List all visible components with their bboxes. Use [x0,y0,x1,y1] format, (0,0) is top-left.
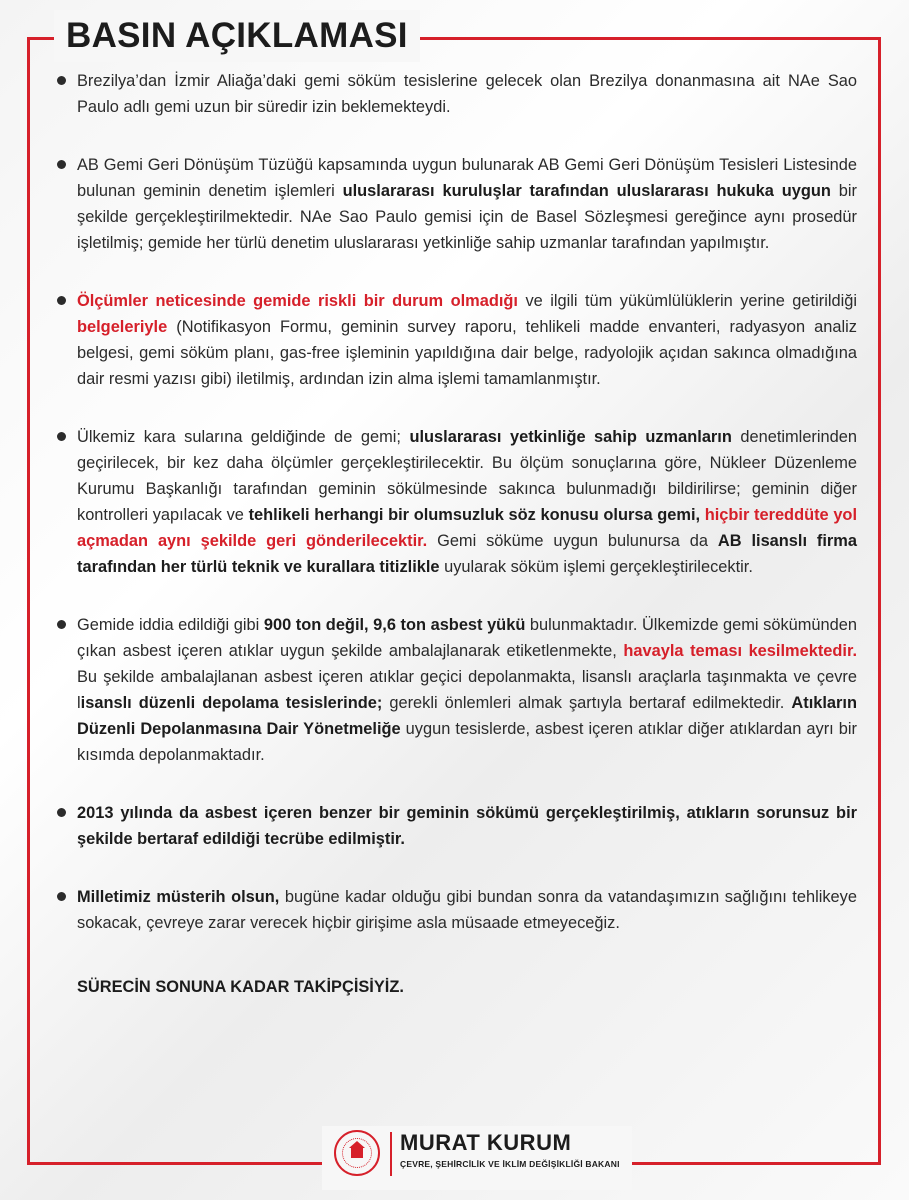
signature-block [322,1126,632,1190]
paragraph-text: Brezilya’dan İzmir Aliağa’daki gemi söküm tesislerine gelecek olan Brezilya donanmasına ait NAe Sao Paulo adlı gemi uzun bir süredir izin beklemekteydi. [77,72,857,116]
paragraph-text: Gemi söküme uygun bulunursa da [427,532,718,550]
highlighted-text: belgeleriyle [77,318,168,336]
statement-paragraph [57,152,857,256]
bold-text: isanslı düzenli depolama tesislerinde; [80,694,383,712]
bullet-icon [57,892,66,901]
paragraph-text: denetimlerinden geçirilecek, bir kez daha ölçümler gerçekleştirilecektir. Bu ölçüm sonuçlarına göre, Nükleer Düzenleme Kurumu Başkanlığı tarafından geminin sökülmesinde sakınca bulunmadığı bildirilirse; geminin diğer kontrolleri yapılacak ve [77,428,857,524]
bold-text: tehlikeli herhangi bir olumsuzluk söz konusu olursa gemi, [248,506,701,524]
bold-text: uluslararası kuruluşlar tarafından uluslararası hukuka uygun [342,182,831,200]
statement-body [57,68,857,997]
statement-paragraph [57,424,857,580]
statement-paragraph [57,800,857,852]
closing-statement: SÜRECİN SONUNA KADAR TAKİPÇİSİYİZ. [77,978,404,996]
bold-text: 900 ton değil, 9,6 ton asbest yükü [263,616,526,634]
statement-paragraph [57,612,857,768]
bullet-icon [57,160,66,169]
highlighted-text: havayla teması kesilmektedir. [623,642,857,660]
bold-text: uluslararası yetkinliğe sahip uzmanların [409,428,732,446]
bullet-icon [57,296,66,305]
paragraph-text: Ülkemiz kara sularına geldiğinde de gemi; [77,428,410,446]
emblem-roof [349,1141,365,1148]
paragraph-text: (Notifikasyon Formu, geminin survey raporu, tehlikeli madde envanteri, radyasyon analiz belgesi, gemi söküm planı, gas-free işleminin yapıldığına dair belge, radyolojik açıdan sakınca olmadığına dair resmi yazısı gibi) iletilmiş, ardından izin alma işlemi tamamlanmıştır. [77,318,857,388]
paragraph-text: Bu şekilde ambalajlanan asbest içeren atıklar geçici depolanmakta, lisanslı araçlarla taşınmakta ve çevre l [77,668,857,712]
paragraph-text: uygun tesislerde, asbest içeren atıklar diğer atıklardan ayrı bir kısımda depolanmaktadır. [77,720,857,764]
bullet-icon [57,432,66,441]
signature-divider [390,1132,392,1176]
statement-paragraph [57,288,857,392]
highlighted-text: Ölçümler neticesinde gemide riskli bir durum olmadığı [77,292,518,310]
bullet-icon [57,620,66,629]
paragraph-text: bir şekilde gerçekleştirilmektedir. NAe Sao Paulo gemisi için de Basel Sözleşmesi gereğince aynı prosedür işletilmiş; gemide her türlü denetim uluslararası yetkinliğe sahip uzmanlar tarafından yapılmıştır. [77,182,857,252]
bold-text: Milletimiz müsterih olsun, [77,888,280,906]
bullet-icon [57,76,66,85]
paragraph-text: gerekli önlemleri almak şartıyla bertaraf edilmektedir. [382,694,792,712]
bold-text: 2013 yılında da asbest içeren benzer bir geminin sökümü gerçekleştirilmiş, atıkların sorunsuz bir şekilde bertaraf edildiği tecrübe edilmiştir. [77,804,857,848]
paragraph-text: bulunmaktadır. Ülkemizde gemi sökümünden çıkan asbest içeren atıklar uygun şekilde ambalajlanarak etiketlenmekte, [77,616,857,660]
page-title: BASIN AÇIKLAMASI [54,10,420,62]
minister-name: MURAT KURUM [400,1130,572,1155]
paragraph-text: ve ilgili tüm yükümlülüklerin yerine getirildiği [517,292,857,310]
paragraph-text: AB Gemi Geri Dönüşüm Tüzüğü kapsamında uygun bulunarak AB Gemi Geri Dönüşüm Tesisleri Listesinde bulunan geminin denetim işlemleri [77,156,857,200]
paragraph-text: Gemide iddia edildiği gibi [77,616,264,634]
paragraph-text: bugüne kadar olduğu gibi bundan sonra da vatandaşımızın sağlığını tehlikeye sokacak, çevreye zarar verecek hiçbir girişime asla müsaade etmeyeceğiz. [77,888,857,932]
minister-title: ÇEVRE, ŞEHİRCİLİK VE İKLİM DEĞİŞİKLİĞİ BAKANI [400,1159,620,1169]
bold-text: Atıkların Düzenli Depolanmasına Dair Yönetmeliğe [77,694,857,738]
bold-text: AB lisanslı firma tarafından her türlü teknik ve kurallara titizlikle [77,532,857,576]
paragraph-text: uyularak söküm işlemi gerçekleştirilecektir. [439,558,753,576]
ministry-emblem-icon [334,1130,380,1176]
highlighted-text: hiçbir tereddüte yol açmadan aynı şekilde geri gönderilecektir. [77,506,858,550]
statement-paragraph [57,68,857,120]
statement-paragraph [57,884,857,936]
bullet-icon [57,808,66,817]
emblem-house [351,1148,363,1158]
